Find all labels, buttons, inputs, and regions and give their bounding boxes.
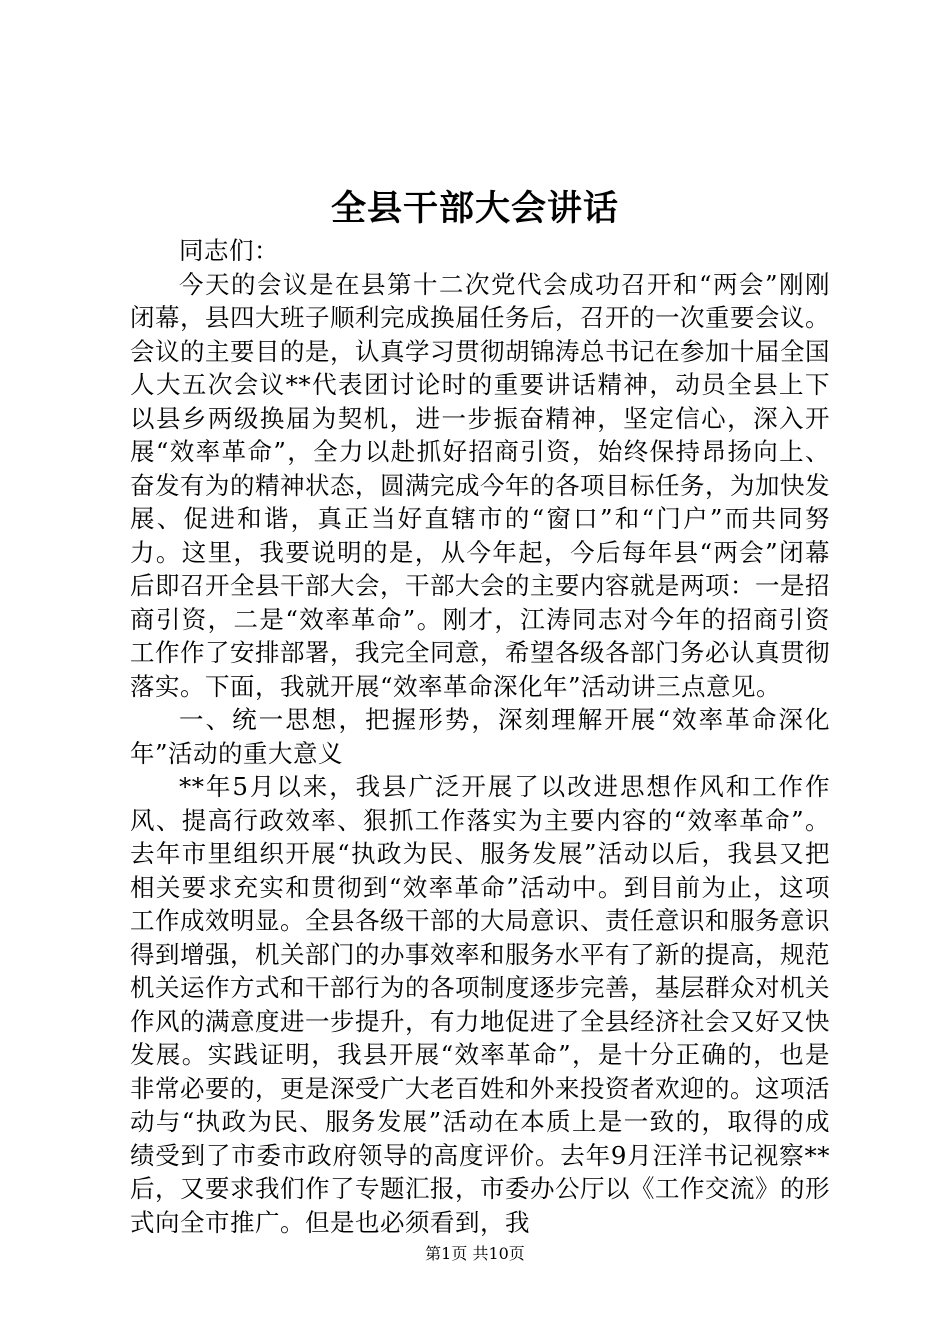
- document-title: 全县干部大会讲话: [330, 188, 619, 229]
- section-heading: 一、统一思想，把握形势，深刻理解开展“效率革命深化年”活动的重大意义: [130, 705, 830, 768]
- salutation-paragraph: 同志们：: [179, 236, 279, 265]
- body-paragraph: 今天的会议是在县第十二次党代会成功召开和“两会”刚刚闭幕，县四大班子顺利完成换届任务后，召开的一次重要会议。会议的主要目的是，认真学习贯彻胡锦涛总书记在参加十届全国人大五次会议**代表团讨论时的重要讲话精神，动员全县上下以县乡两级换届为契机，进一步振奋精神，坚定信心，深入开展“效率革命”，全力以赴抓好招商引资，始终保持昂扬向上、奋发有为的精神状态，圆满完成今年的各项目标任务，为加快发展、促进和谐，真正当好直辖市的“窗口”和“门户”而共同努力。这里，我要说明的是，从今年起，今后每年县“两会”闭幕后即召开全县干部大会，干部大会的主要内容就是两项：一是招商引资，二是“效率革命”。刚才，江涛同志对今年的招商引资工作作了安排部署，我完全同意，希望各级各部门务必认真贯彻落实。下面，我就开展“效率革命深化年”活动讲三点意见。: [130, 269, 830, 701]
- page-number-footer: 第1页 共10页: [425, 1244, 525, 1263]
- document-body: [130, 234, 830, 1239]
- body-paragraph: **年5月以来，我县广泛开展了以改进思想作风和工作作风、提高行政效率、狠抓工作落实为主要内容的“效率革命”。去年市里组织开展“执政为民、服务发展”活动以后，我县又把相关要求充实和贯彻到“效率革命”活动中。到目前为止，这项工作成效明显。全县各级干部的大局意识、责任意识和服务意识得到增强，机关部门的办事效率和服务水平有了新的提高，规范机关运作方式和干部行为的各项制度逐步完善，基层群众对机关作风的满意度进一步提升，有力地促进了全县经济社会又好又快发展。实践证明，我县开展“效率革命”，是十分正确的，也是非常必要的，更是深受广大老百姓和外来投资者欢迎的。这项活动与“执政为民、服务发展”活动在本质上是一致的，取得的成绩受到了市委市政府领导的高度评价。去年9月汪洋书记视察**后，又要求我们作了专题汇报，市委办公厅以《工作交流》的形式向全市推广。但是也必须看到，我: [130, 772, 830, 1237]
